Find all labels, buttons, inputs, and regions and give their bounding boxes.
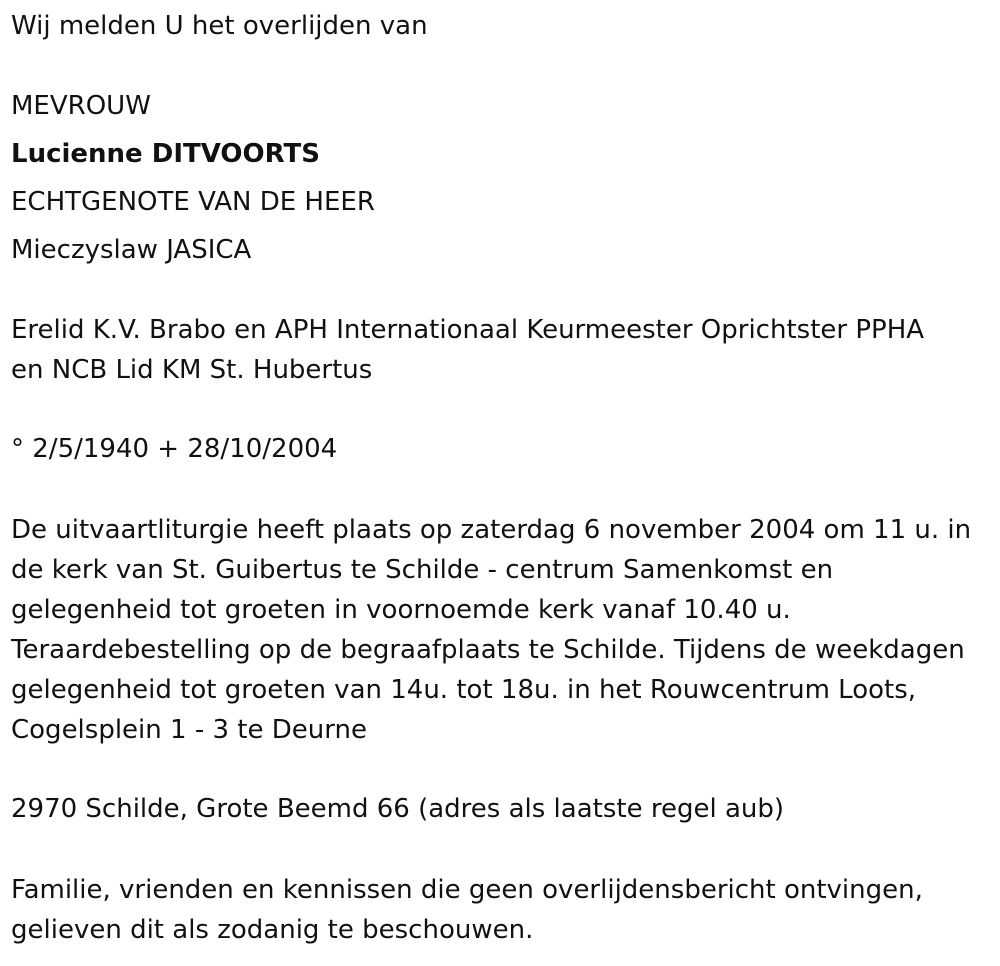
membership-line: en NCB Lid KM St. Hubertus bbox=[11, 355, 373, 385]
closing-line: gelieven dit als zodanig te beschouwen. bbox=[11, 915, 534, 945]
funeral-detail-line: Cogelsplein 1 - 3 te Deurne bbox=[11, 715, 367, 745]
life-dates: ° 2/5/1940 + 28/10/2004 bbox=[11, 434, 338, 464]
funeral-detail-line: Teraardebestelling op de begraafplaats te Schilde. Tijdens de weekdagen bbox=[11, 635, 965, 665]
deceased-name: Lucienne DITVOORTS bbox=[11, 139, 320, 169]
funeral-detail-line: de kerk van St. Guibertus te Schilde - centrum Samenkomst en bbox=[11, 555, 834, 585]
funeral-detail-line: gelegenheid tot groeten van 14u. tot 18u. in het Rouwcentrum Loots, bbox=[11, 675, 917, 705]
title-prefix: MEVROUW bbox=[11, 91, 151, 121]
spouse-relation: ECHTGENOTE VAN DE HEER bbox=[11, 187, 375, 217]
funeral-detail-line: gelegenheid tot groeten in voornoemde kerk vanaf 10.40 u. bbox=[11, 595, 791, 625]
closing-line: Familie, vrienden en kennissen die geen overlijdensbericht ontvingen, bbox=[11, 875, 923, 905]
spouse-name: Mieczyslaw JASICA bbox=[11, 235, 252, 265]
membership-line: Erelid K.V. Brabo en APH Internationaal Keurmeester Oprichtster PPHA bbox=[11, 315, 925, 345]
intro-text: Wij melden U het overlijden van bbox=[11, 11, 428, 41]
funeral-detail-line: De uitvaartliturgie heeft plaats op zaterdag 6 november 2004 om 11 u. in bbox=[11, 515, 972, 545]
address: 2970 Schilde, Grote Beemd 66 (adres als laatste regel aub) bbox=[11, 794, 785, 824]
